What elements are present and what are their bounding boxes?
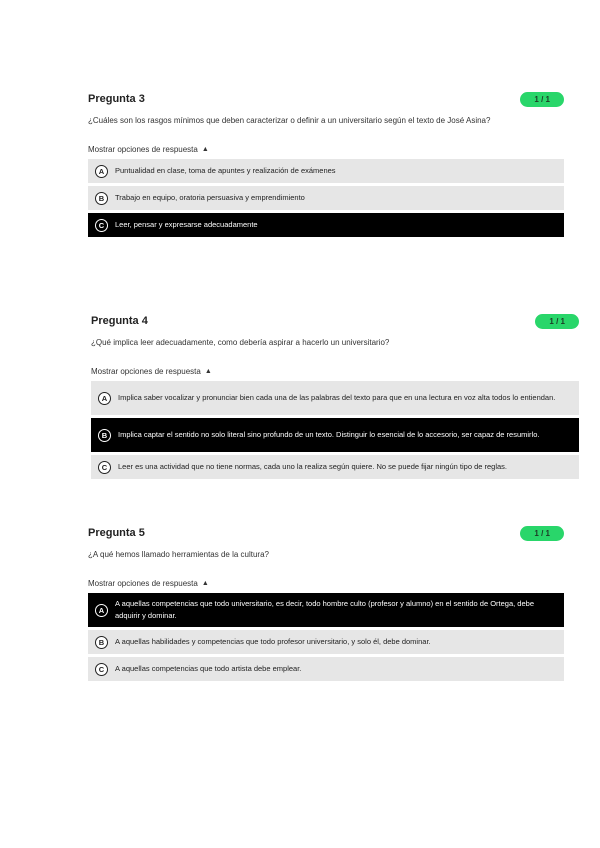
question-title: Pregunta 3 [88,93,145,105]
answer-option-b[interactable] [88,630,564,654]
question-header [88,90,564,108]
score-badge: 1 / 1 [520,92,564,107]
option-text: Trabajo en equipo, oratoria persuasiva y emprendimiento [115,193,305,202]
option-text: A aquellas competencias que todo universitario, es decir, todo hombre culto (profesor y alumno) en el sentido de Ortega, debe adquirir y dominar. [115,599,534,620]
option-text: Leer, pensar y expresarse adecuadamente [115,220,258,229]
answer-option-a[interactable] [88,159,564,183]
option-letter: A [95,604,108,617]
answer-option-a-selected[interactable] [88,593,564,627]
option-letter: C [95,219,108,232]
answer-option-a[interactable] [91,381,579,415]
show-options-toggle[interactable] [91,367,579,376]
option-letter: B [95,636,108,649]
option-letter: C [98,461,111,474]
question-text: ¿Cuáles son los rasgos mínimos que deben caracterizar o definir a un universitario según el texto de José Asina? [88,116,491,125]
toggle-label: Mostrar opciones de respuesta [88,579,198,588]
option-letter: A [95,165,108,178]
score-badge: 1 / 1 [535,314,579,329]
option-text: Implica captar el sentido no solo literal sino profundo de un texto. Distinguir lo esencial de lo accesorio, ser capaz de resumirlo. [118,430,540,439]
question-text: ¿A qué hemos llamado herramientas de la cultura? [88,550,269,559]
option-text: Leer es una actividad que no tiene normas, cada uno la realiza según quiere. No se puede fijar ningún tipo de reglas. [118,462,508,471]
option-text: Implica saber vocalizar y pronunciar bien cada una de las palabras del texto para que en una lectura en voz alta todos lo entiendan. [118,393,556,402]
option-text: A aquellas habilidades y competencias que todo profesor universitario, y solo él, debe dominar. [115,637,431,646]
chevron-up-icon: ▲ [201,580,209,587]
score-badge: 1 / 1 [520,526,564,541]
question-title: Pregunta 4 [91,315,148,327]
chevron-up-icon: ▲ [204,368,212,375]
show-options-toggle[interactable] [88,579,564,588]
option-letter: B [95,192,108,205]
question-text: ¿Qué implica leer adecuadamente, como debería aspirar a hacerlo un universitario? [91,338,390,347]
chevron-up-icon: ▲ [201,146,209,153]
question-title: Pregunta 5 [88,527,145,539]
question-header [88,524,564,542]
question-header [91,312,579,330]
answer-option-b[interactable] [88,186,564,210]
option-text: Puntualidad en clase, toma de apuntes y realización de exámenes [115,166,336,175]
option-text: A aquellas competencias que todo artista debe emplear. [115,664,302,673]
question-3 [88,90,564,240]
show-options-toggle[interactable] [88,145,564,154]
option-letter: A [98,392,111,405]
answer-option-c-selected[interactable] [88,213,564,237]
toggle-label: Mostrar opciones de respuesta [88,145,198,154]
answer-option-c[interactable] [91,455,579,479]
answer-option-c[interactable] [88,657,564,681]
question-4 [91,312,579,482]
option-letter: C [95,663,108,676]
toggle-label: Mostrar opciones de respuesta [91,367,201,376]
question-5 [88,524,564,684]
answer-option-b-selected[interactable] [91,418,579,452]
option-letter: B [98,429,111,442]
